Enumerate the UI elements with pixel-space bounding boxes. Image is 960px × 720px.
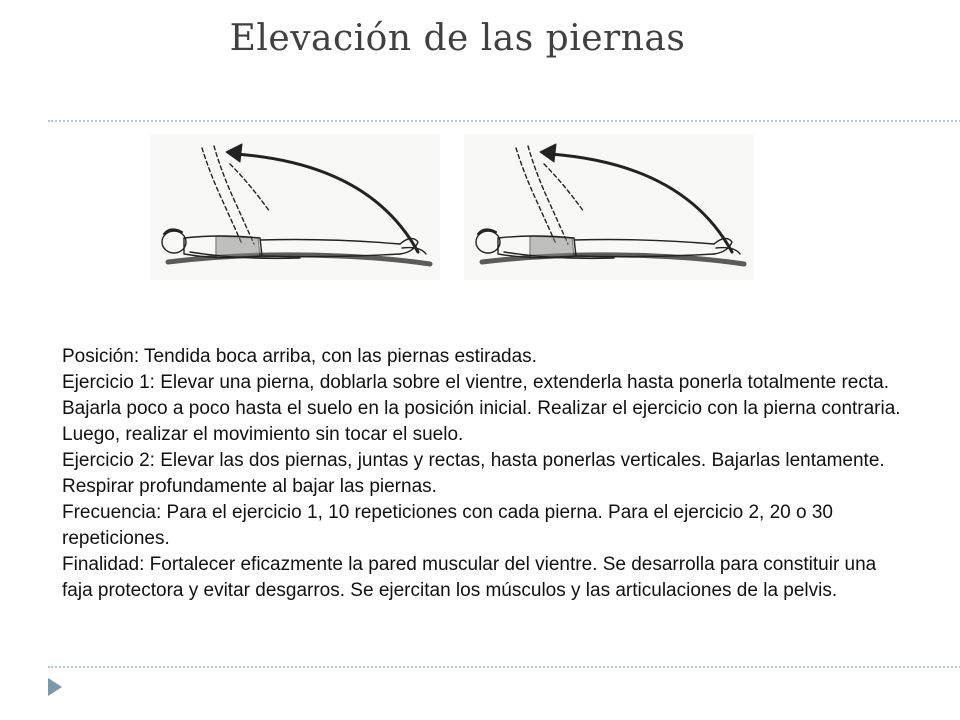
top-divider [48, 120, 960, 122]
paragraph-exercise-1: Ejercicio 1: Elevar una pierna, doblarla sobre el vientre, extenderla hasta ponerla totalmente recta. Bajarla poco a poco hasta el suelo en la posición inicial. Realizar el ejercicio con la pierna contraria. Luego, realizar el movimiento sin tocar el suelo. [62, 372, 901, 445]
paragraph-frequency: Frecuencia: Para el ejercicio 1, 10 repeticiones con cada pierna. Para el ejercicio 2, 20 o 30 repeticiones. [62, 502, 833, 549]
figure-right [464, 134, 754, 280]
bullet-triangle-icon [48, 678, 62, 696]
paragraph-purpose: Finalidad: Fortalecer eficazmente la pared muscular del vientre. Se desarrolla para constituir una faja protectora y evitar desgarros. Se ejercitan los músculos y las articulaciones de la pelvis. [62, 554, 877, 601]
leg-raise-illustration-icon [464, 134, 754, 280]
bottom-divider [48, 666, 960, 668]
paragraph-position: Posición: Tendida boca arriba, con las piernas estiradas. [62, 346, 537, 367]
slide-title: Elevación de las piernas [229, 18, 686, 59]
exercise-description [62, 344, 902, 604]
figure-left [150, 134, 440, 280]
leg-raise-illustration-icon [150, 134, 440, 280]
paragraph-exercise-2: Ejercicio 2: Elevar las dos piernas, juntas y rectas, hasta ponerlas verticales. Bajarlas lentamente. Respirar profundamente al bajar las piernas. [62, 450, 885, 497]
